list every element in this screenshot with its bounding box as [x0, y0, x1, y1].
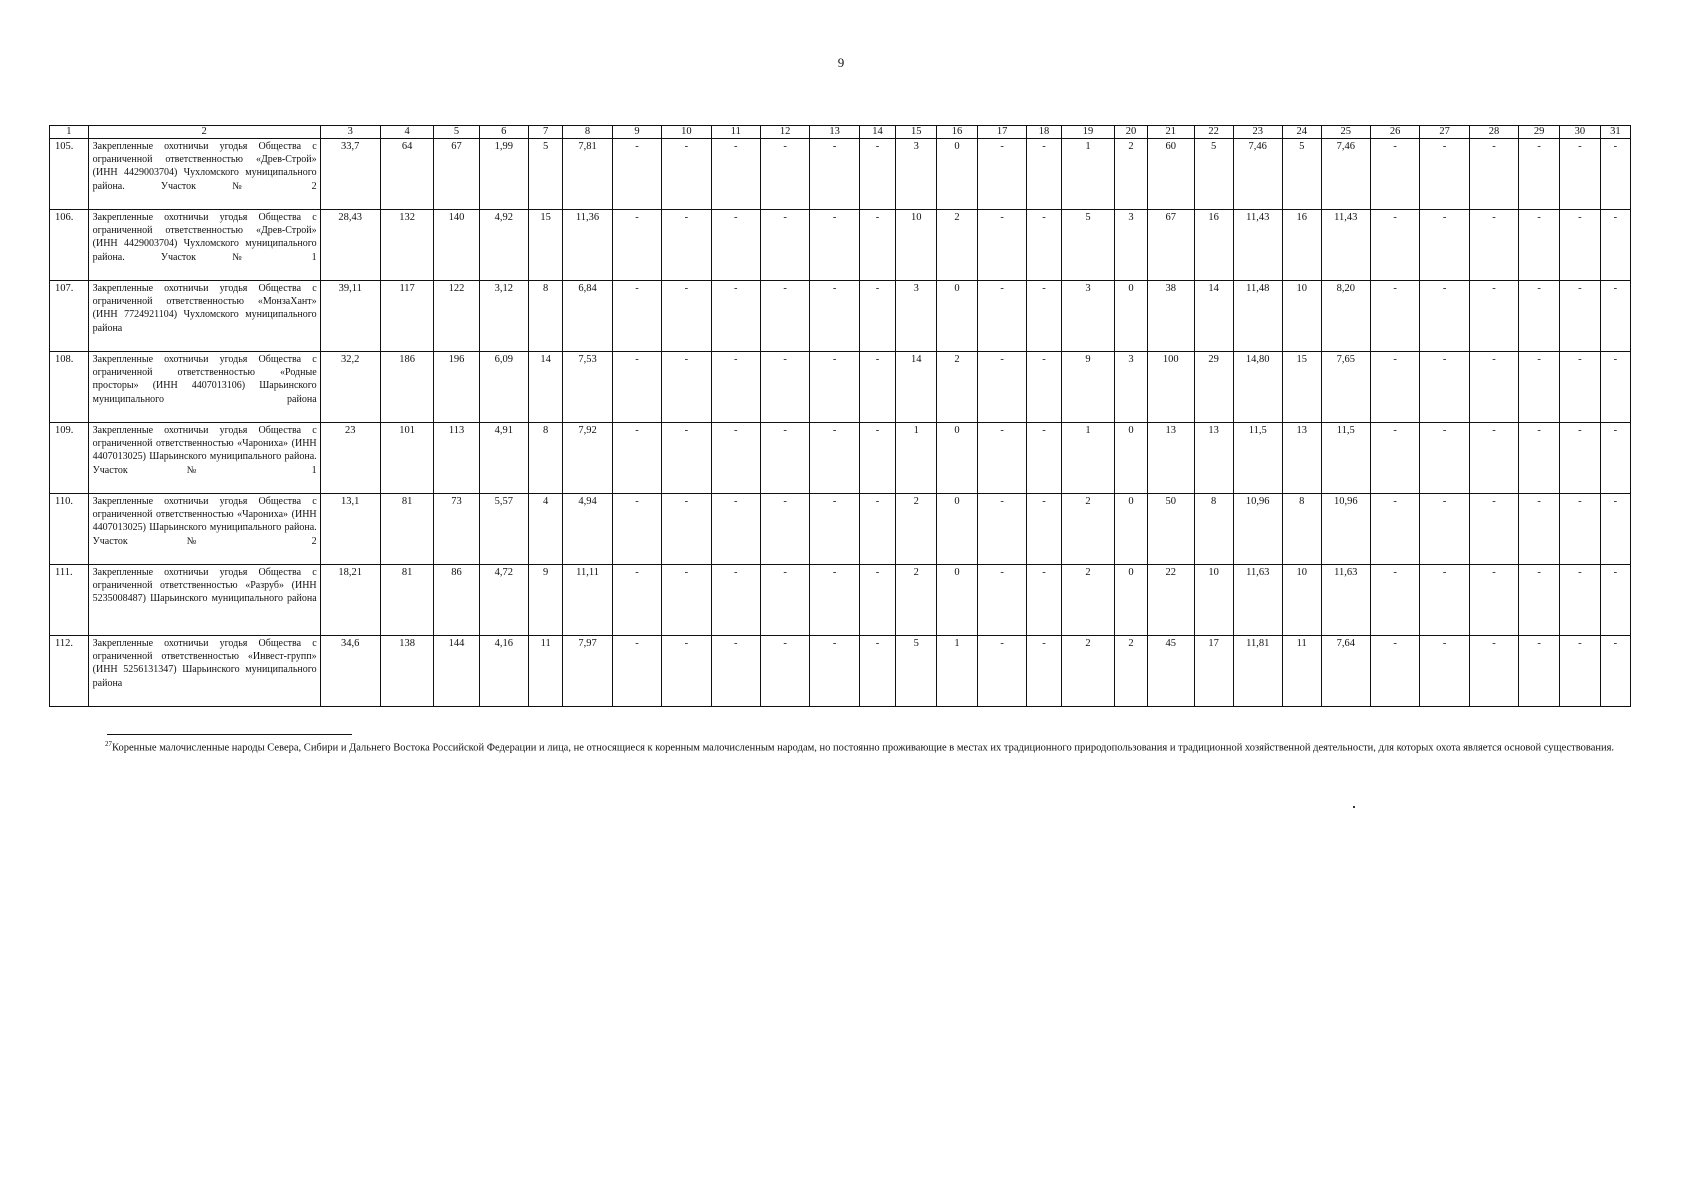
table-cell: 2 — [1115, 636, 1147, 707]
table-cell: - — [1370, 636, 1419, 707]
table-cell: - — [859, 636, 896, 707]
table-cell: 0 — [1115, 281, 1147, 352]
table-cell: 186 — [380, 352, 434, 423]
column-number-header: 19 — [1061, 126, 1115, 139]
table-cell: 7,53 — [563, 352, 612, 423]
table-cell: 2 — [1115, 139, 1147, 210]
table-cell: 16 — [1282, 210, 1321, 281]
table-cell: - — [1560, 423, 1601, 494]
table-cell: 0 — [937, 423, 978, 494]
table-cell: 138 — [380, 636, 434, 707]
column-number-header: 18 — [1027, 126, 1061, 139]
table-row — [50, 423, 1631, 494]
table-cell: - — [1469, 352, 1518, 423]
table-cell: 2 — [896, 565, 937, 636]
table-cell: - — [859, 210, 896, 281]
column-number-header: 30 — [1560, 126, 1601, 139]
table-cell: - — [1370, 281, 1419, 352]
table-cell: - — [1600, 281, 1630, 352]
table-cell: - — [711, 352, 760, 423]
table-cell: 23 — [320, 423, 380, 494]
table-cell: 100 — [1147, 352, 1194, 423]
table-cell: - — [1469, 139, 1518, 210]
hunting-grounds-table — [49, 125, 1631, 707]
table-cell: 11,43 — [1233, 210, 1282, 281]
table-cell: - — [760, 210, 809, 281]
table-cell: - — [711, 423, 760, 494]
table-cell: 117 — [380, 281, 434, 352]
table-cell: - — [859, 565, 896, 636]
table-cell: 2 — [1061, 494, 1115, 565]
table-cell: 10,96 — [1321, 494, 1370, 565]
table-cell: 29 — [1194, 352, 1233, 423]
table-cell: - — [1420, 494, 1469, 565]
hunting-ground-description: Закрепленные охотничьи угодья Общества с ограниченной ответственностью «МонзаХант» (ИНН 7724921104) Чухломского муниципального района — [88, 281, 320, 352]
table-cell: 14 — [528, 352, 562, 423]
table-cell: 1 — [1061, 139, 1115, 210]
table-cell: - — [1560, 139, 1601, 210]
table-cell: - — [1027, 210, 1061, 281]
table-row — [50, 210, 1631, 281]
table-cell: - — [662, 494, 711, 565]
table-cell: - — [1469, 636, 1518, 707]
table-cell: 7,65 — [1321, 352, 1370, 423]
table-cell: 2 — [937, 210, 978, 281]
column-number-header: 15 — [896, 126, 937, 139]
table-cell: 86 — [434, 565, 479, 636]
table-cell: - — [711, 139, 760, 210]
table-cell: 3 — [1115, 352, 1147, 423]
table-cell: - — [1560, 494, 1601, 565]
table-cell: 132 — [380, 210, 434, 281]
table-cell: - — [1370, 352, 1419, 423]
hunting-ground-description: Закрепленные охотничьи угодья Общества с ограниченной ответственностью «Инвест-групп» (ИНН 5256131347) Шарьинского муниципального района — [88, 636, 320, 707]
column-number-header: 25 — [1321, 126, 1370, 139]
table-cell: - — [612, 210, 661, 281]
table-cell: - — [1600, 352, 1630, 423]
table-cell: - — [760, 423, 809, 494]
table-cell: - — [810, 352, 859, 423]
table-cell: - — [1469, 423, 1518, 494]
table-cell: 1 — [937, 636, 978, 707]
table-cell: 11,5 — [1233, 423, 1282, 494]
table-cell: - — [1370, 565, 1419, 636]
column-number-header: 17 — [977, 126, 1026, 139]
table-cell: - — [1027, 139, 1061, 210]
table-cell: - — [612, 281, 661, 352]
table-cell: - — [1519, 210, 1560, 281]
table-cell: - — [859, 281, 896, 352]
hunting-ground-description: Закрепленные охотничьи угодья Общества с ограниченной ответственностью «Родные просторы» (ИНН 4407013106) Шарьинского муниципального района — [88, 352, 320, 423]
column-number-header: 28 — [1469, 126, 1518, 139]
table-cell: - — [1519, 636, 1560, 707]
table-cell: 39,11 — [320, 281, 380, 352]
table-cell: 0 — [937, 565, 978, 636]
table-cell: 11,5 — [1321, 423, 1370, 494]
table-cell: 7,92 — [563, 423, 612, 494]
table-cell: 7,64 — [1321, 636, 1370, 707]
table-cell: 11,36 — [563, 210, 612, 281]
column-number-header: 24 — [1282, 126, 1321, 139]
table-cell: 4,91 — [479, 423, 528, 494]
hunting-grounds-table-wrap — [49, 125, 1631, 707]
table-cell: - — [612, 636, 661, 707]
table-cell: - — [810, 423, 859, 494]
table-cell: - — [810, 139, 859, 210]
table-cell: - — [711, 494, 760, 565]
table-cell: 13,1 — [320, 494, 380, 565]
table-cell: - — [1420, 565, 1469, 636]
column-number-header: 7 — [528, 126, 562, 139]
table-cell: 11 — [528, 636, 562, 707]
column-number-header: 31 — [1600, 126, 1630, 139]
table-row — [50, 494, 1631, 565]
table-cell: - — [977, 636, 1026, 707]
table-cell: - — [1469, 565, 1518, 636]
table-cell: - — [612, 565, 661, 636]
footnote-text — [49, 738, 1631, 755]
table-cell: - — [711, 565, 760, 636]
table-cell: 11,48 — [1233, 281, 1282, 352]
table-cell: 13 — [1147, 423, 1194, 494]
table-cell: - — [711, 636, 760, 707]
column-number-header: 8 — [563, 126, 612, 139]
table-cell: - — [1600, 423, 1630, 494]
table-row — [50, 636, 1631, 707]
table-cell: 3 — [896, 139, 937, 210]
table-cell: - — [1420, 423, 1469, 494]
table-cell: - — [859, 423, 896, 494]
table-cell: 1,99 — [479, 139, 528, 210]
table-cell: - — [1600, 636, 1630, 707]
column-number-header: 27 — [1420, 126, 1469, 139]
table-cell: 9 — [528, 565, 562, 636]
table-cell: - — [1600, 494, 1630, 565]
table-cell: - — [1027, 423, 1061, 494]
table-cell: 50 — [1147, 494, 1194, 565]
table-cell: 10 — [1282, 565, 1321, 636]
table-cell: 8 — [1194, 494, 1233, 565]
table-row — [50, 281, 1631, 352]
table-cell: - — [760, 494, 809, 565]
table-cell: 2 — [1061, 565, 1115, 636]
table-cell: - — [662, 423, 711, 494]
row-number: 108. — [50, 352, 89, 423]
column-number-header: 22 — [1194, 126, 1233, 139]
table-cell: 6,09 — [479, 352, 528, 423]
table-cell: 7,46 — [1321, 139, 1370, 210]
table-cell: - — [810, 636, 859, 707]
table-cell: 8 — [528, 423, 562, 494]
table-cell: - — [810, 565, 859, 636]
hunting-ground-description: Закрепленные охотничьи угодья Общества с ограниченной ответственностью «Разруб» (ИНН 5235008487) Шарьинского муниципального района — [88, 565, 320, 636]
table-cell: 17 — [1194, 636, 1233, 707]
table-cell: 0 — [1115, 565, 1147, 636]
row-number: 110. — [50, 494, 89, 565]
table-cell: 2 — [1061, 636, 1115, 707]
table-cell: 15 — [528, 210, 562, 281]
table-cell: - — [1469, 281, 1518, 352]
table-cell: - — [977, 423, 1026, 494]
table-cell: - — [977, 281, 1026, 352]
table-cell: 2 — [896, 494, 937, 565]
table-cell: 0 — [1115, 494, 1147, 565]
row-number: 107. — [50, 281, 89, 352]
table-cell: 4 — [528, 494, 562, 565]
table-header-row — [50, 126, 1631, 139]
table-cell: 4,94 — [563, 494, 612, 565]
row-number: 111. — [50, 565, 89, 636]
table-cell: 3 — [1115, 210, 1147, 281]
table-cell: - — [859, 494, 896, 565]
table-cell: 14,80 — [1233, 352, 1282, 423]
column-number-header: 12 — [760, 126, 809, 139]
table-row — [50, 352, 1631, 423]
column-number-header: 20 — [1115, 126, 1147, 139]
table-cell: 60 — [1147, 139, 1194, 210]
column-number-header: 13 — [810, 126, 859, 139]
table-cell: 38 — [1147, 281, 1194, 352]
table-cell: - — [1027, 281, 1061, 352]
table-cell: 144 — [434, 636, 479, 707]
table-cell: - — [1420, 281, 1469, 352]
table-cell: 32,2 — [320, 352, 380, 423]
table-cell: 81 — [380, 494, 434, 565]
table-cell: 0 — [937, 494, 978, 565]
table-cell: 3,12 — [479, 281, 528, 352]
column-number-header: 10 — [662, 126, 711, 139]
column-number-header: 26 — [1370, 126, 1419, 139]
table-cell: - — [1027, 636, 1061, 707]
scan-speck — [1353, 806, 1355, 808]
column-number-header: 11 — [711, 126, 760, 139]
table-cell: 13 — [1194, 423, 1233, 494]
table-cell: 5 — [1194, 139, 1233, 210]
table-cell: 4,92 — [479, 210, 528, 281]
column-number-header: 23 — [1233, 126, 1282, 139]
table-cell: 140 — [434, 210, 479, 281]
table-cell: - — [1560, 352, 1601, 423]
table-cell: - — [977, 139, 1026, 210]
column-number-header: 3 — [320, 126, 380, 139]
footnote-body: Коренные малочисленные народы Севера, Сибири и Дальнего Востока Российской Федерации и лица, не относящиеся к коренным малочисленным народам, но постоянно проживающие в местах их традиционного природопользования и традиционной хозяйственной деятельности, для которых охота является основой существования. — [112, 742, 1615, 754]
table-cell: 2 — [937, 352, 978, 423]
table-cell: - — [1519, 281, 1560, 352]
table-cell: 28,43 — [320, 210, 380, 281]
table-cell: 10 — [1282, 281, 1321, 352]
table-cell: 11,43 — [1321, 210, 1370, 281]
table-cell: 6,84 — [563, 281, 612, 352]
column-number-header: 4 — [380, 126, 434, 139]
table-cell: - — [859, 352, 896, 423]
table-cell: 11,63 — [1233, 565, 1282, 636]
table-cell: - — [1370, 494, 1419, 565]
table-cell: 5 — [1061, 210, 1115, 281]
column-number-header: 21 — [1147, 126, 1194, 139]
table-cell: 67 — [434, 139, 479, 210]
table-cell: 8 — [1282, 494, 1321, 565]
table-cell: 0 — [937, 281, 978, 352]
table-cell: 10 — [896, 210, 937, 281]
table-cell: - — [1027, 565, 1061, 636]
table-cell: - — [1027, 352, 1061, 423]
footnote-rule — [107, 734, 352, 735]
column-number-header: 14 — [859, 126, 896, 139]
table-cell: - — [1519, 423, 1560, 494]
table-cell: 34,6 — [320, 636, 380, 707]
table-cell: 5,57 — [479, 494, 528, 565]
table-cell: - — [1600, 565, 1630, 636]
table-cell: - — [1560, 565, 1601, 636]
table-cell: 45 — [1147, 636, 1194, 707]
hunting-ground-description: Закрепленные охотничьи угодья Общества с ограниченной ответственностью «Чарониха» (ИНН 4407013025) Шарьинского муниципального района. Участок № 2 — [88, 494, 320, 565]
table-cell: 10,96 — [1233, 494, 1282, 565]
table-cell: - — [1600, 210, 1630, 281]
row-number: 109. — [50, 423, 89, 494]
column-number-header: 1 — [50, 126, 89, 139]
table-cell: - — [1469, 494, 1518, 565]
table-cell: 1 — [1061, 423, 1115, 494]
table-cell: - — [1519, 139, 1560, 210]
table-cell: - — [662, 352, 711, 423]
table-cell: - — [1420, 210, 1469, 281]
table-cell: 113 — [434, 423, 479, 494]
table-cell: - — [977, 565, 1026, 636]
table-cell: 22 — [1147, 565, 1194, 636]
table-cell: 73 — [434, 494, 479, 565]
table-cell: 11 — [1282, 636, 1321, 707]
table-cell: 13 — [1282, 423, 1321, 494]
table-cell: 33,7 — [320, 139, 380, 210]
table-cell: 16 — [1194, 210, 1233, 281]
table-cell: - — [1519, 494, 1560, 565]
column-number-header: 29 — [1519, 126, 1560, 139]
table-cell: 67 — [1147, 210, 1194, 281]
table-cell: - — [1519, 565, 1560, 636]
hunting-ground-description: Закрепленные охотничьи угодья Общества с ограниченной ответственностью «Древ-Строй» (ИНН 4429003704) Чухломского муниципального района. Участок № 2 — [88, 139, 320, 210]
table-cell: 101 — [380, 423, 434, 494]
table-cell: - — [1560, 636, 1601, 707]
table-cell: 14 — [1194, 281, 1233, 352]
table-cell: - — [1420, 636, 1469, 707]
table-cell: 14 — [896, 352, 937, 423]
table-cell: - — [977, 494, 1026, 565]
table-cell: - — [1519, 352, 1560, 423]
table-cell: - — [662, 139, 711, 210]
table-cell: 7,81 — [563, 139, 612, 210]
table-cell: - — [711, 281, 760, 352]
table-cell: - — [612, 139, 661, 210]
table-cell: 10 — [1194, 565, 1233, 636]
table-cell: 8,20 — [1321, 281, 1370, 352]
table-cell: - — [662, 565, 711, 636]
table-cell: 122 — [434, 281, 479, 352]
row-number: 105. — [50, 139, 89, 210]
table-cell: - — [1370, 139, 1419, 210]
table-cell: 5 — [528, 139, 562, 210]
table-cell: - — [1420, 139, 1469, 210]
table-cell: - — [859, 139, 896, 210]
table-cell: - — [1370, 423, 1419, 494]
table-row — [50, 565, 1631, 636]
table-cell: - — [612, 352, 661, 423]
table-cell: 5 — [896, 636, 937, 707]
table-cell: 81 — [380, 565, 434, 636]
table-cell: 8 — [528, 281, 562, 352]
table-cell: 0 — [1115, 423, 1147, 494]
table-cell: 196 — [434, 352, 479, 423]
table-cell: - — [760, 139, 809, 210]
table-cell: - — [1027, 494, 1061, 565]
table-cell: 3 — [1061, 281, 1115, 352]
table-cell: - — [711, 210, 760, 281]
table-cell: - — [1600, 139, 1630, 210]
table-cell: - — [977, 352, 1026, 423]
table-cell: - — [1370, 210, 1419, 281]
row-number: 106. — [50, 210, 89, 281]
table-cell: - — [612, 494, 661, 565]
table-cell: 9 — [1061, 352, 1115, 423]
table-cell: 4,72 — [479, 565, 528, 636]
table-cell: - — [810, 281, 859, 352]
table-cell: 11,11 — [563, 565, 612, 636]
table-cell: - — [662, 210, 711, 281]
table-cell: 11,81 — [1233, 636, 1282, 707]
table-cell: 0 — [937, 139, 978, 210]
column-number-header: 6 — [479, 126, 528, 139]
table-cell: - — [760, 565, 809, 636]
row-number: 112. — [50, 636, 89, 707]
hunting-ground-description: Закрепленные охотничьи угодья Общества с ограниченной ответственностью «Древ-Строй» (ИНН 4429003704) Чухломского муниципального района. Участок № 1 — [88, 210, 320, 281]
table-cell: - — [977, 210, 1026, 281]
table-cell: - — [760, 281, 809, 352]
table-cell: - — [1469, 210, 1518, 281]
column-number-header: 5 — [434, 126, 479, 139]
table-cell: 4,16 — [479, 636, 528, 707]
table-cell: - — [810, 494, 859, 565]
column-number-header: 9 — [612, 126, 661, 139]
table-cell: - — [760, 636, 809, 707]
table-cell: 15 — [1282, 352, 1321, 423]
table-cell: - — [612, 423, 661, 494]
table-cell: 18,21 — [320, 565, 380, 636]
table-cell: 7,46 — [1233, 139, 1282, 210]
page-number: 9 — [837, 55, 845, 70]
table-cell: - — [1560, 281, 1601, 352]
footnote-marker: 27 — [105, 740, 112, 748]
table-row — [50, 139, 1631, 210]
table-cell: - — [1420, 352, 1469, 423]
table-cell: 64 — [380, 139, 434, 210]
table-cell: - — [810, 210, 859, 281]
hunting-ground-description: Закрепленные охотничьи угодья Общества с ограниченной ответственностью «Чарониха» (ИНН 4407013025) Шарьинского муниципального района. Участок № 1 — [88, 423, 320, 494]
table-cell: 5 — [1282, 139, 1321, 210]
table-cell: 3 — [896, 281, 937, 352]
table-cell: - — [662, 281, 711, 352]
column-number-header: 2 — [88, 126, 320, 139]
table-cell: 11,63 — [1321, 565, 1370, 636]
table-cell: - — [760, 352, 809, 423]
footnote — [49, 738, 1631, 755]
table-cell: 1 — [896, 423, 937, 494]
table-cell: - — [1560, 210, 1601, 281]
column-number-header: 16 — [937, 126, 978, 139]
table-cell: 7,97 — [563, 636, 612, 707]
table-cell: - — [662, 636, 711, 707]
